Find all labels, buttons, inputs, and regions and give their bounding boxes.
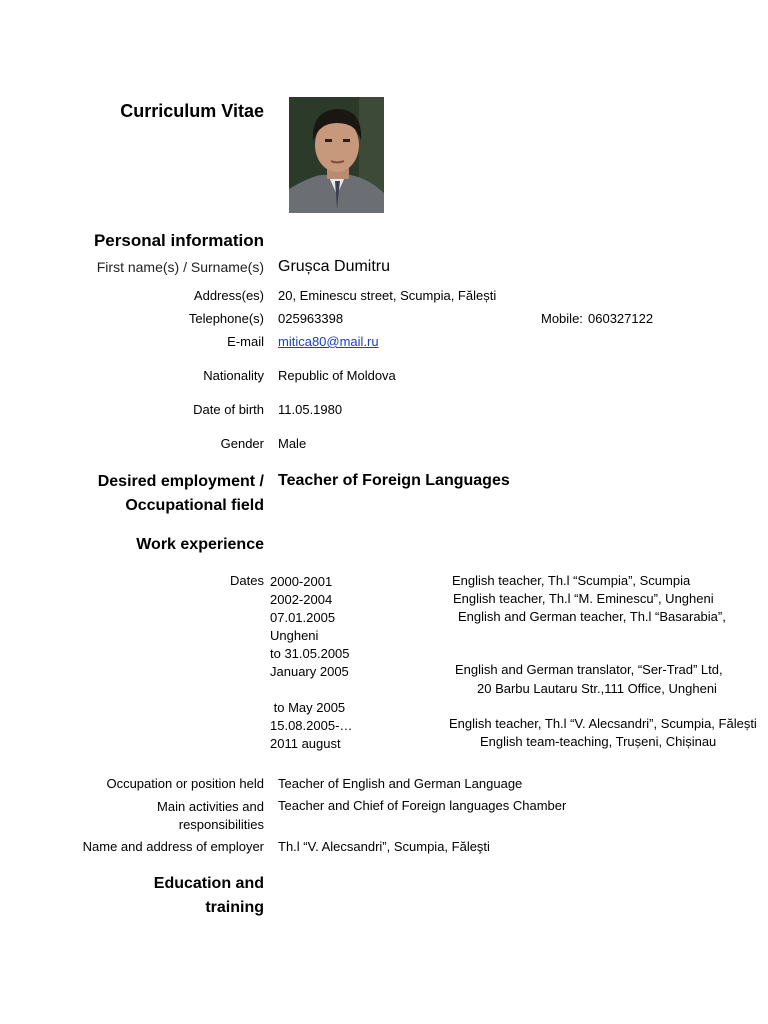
job-item: English team-teaching, Trușeni, Chișinau bbox=[480, 734, 717, 749]
name-value: Grușca Dumitru bbox=[278, 258, 391, 275]
email-label: E-mail bbox=[227, 334, 264, 349]
education-heading-line1: Education and bbox=[153, 875, 264, 892]
dates-list bbox=[270, 573, 352, 753]
telephone-value: 025963398 bbox=[278, 311, 344, 326]
activities-label-line2: responsibilities bbox=[178, 817, 264, 832]
date-item: 2011 august bbox=[270, 736, 341, 751]
gender-label: Gender bbox=[220, 436, 264, 451]
telephone-label: Telephone(s) bbox=[188, 311, 264, 326]
job-item: English and German teacher, Th.l “Basarabia”, bbox=[458, 609, 726, 624]
activities-value: Teacher and Chief of Foreign languages Chamber bbox=[278, 798, 567, 813]
mobile-value: 060327122 bbox=[588, 311, 654, 326]
nationality-label: Nationality bbox=[203, 368, 264, 383]
email-link[interactable]: mitica80@mail.ru bbox=[278, 334, 379, 349]
nationality-value: Republic of Moldova bbox=[278, 368, 396, 383]
page-title: Curriculum Vitae bbox=[120, 101, 264, 121]
address-label: Address(es) bbox=[193, 288, 264, 303]
dates-label: Dates bbox=[230, 573, 264, 588]
date-item bbox=[270, 681, 352, 699]
activities-label-line1: Main activities and bbox=[157, 799, 264, 814]
occupation-label: Occupation or position held bbox=[106, 776, 264, 791]
address-value: 20, Eminescu street, Scumpia, Fălești bbox=[278, 288, 497, 303]
personal-info-heading: Personal information bbox=[93, 231, 264, 250]
date-item: 15.08.2005-… bbox=[270, 718, 353, 733]
work-experience-heading: Work experience bbox=[136, 536, 264, 553]
desired-heading-line2: Occupational field bbox=[125, 497, 264, 514]
job-item: English teacher, Th.l “V. Alecsandri”, Scumpia, Fălești bbox=[449, 716, 757, 731]
gender-value: Male bbox=[278, 436, 307, 451]
education-heading-line2: training bbox=[205, 899, 264, 916]
education-heading bbox=[154, 872, 264, 920]
portrait-image bbox=[289, 97, 384, 213]
date-item: 2000-2001 bbox=[270, 574, 333, 589]
mobile-label: Mobile: bbox=[541, 311, 583, 326]
dob-value: 11.05.1980 bbox=[278, 402, 343, 417]
occupation-value: Teacher of English and German Language bbox=[278, 776, 523, 791]
desired-employment-heading bbox=[98, 470, 264, 518]
desired-heading-line1: Desired employment / bbox=[97, 473, 264, 490]
job-item: 20 Barbu Lautaru Str.,111 Office, Ungheni bbox=[477, 681, 717, 696]
job-item: English and German translator, “Ser-Trad” Ltd, bbox=[455, 662, 723, 677]
profile-photo bbox=[289, 97, 384, 213]
date-item: to 31.05.2005 bbox=[270, 646, 350, 661]
desired-employment-value: Teacher of Foreign Languages bbox=[278, 472, 510, 489]
employer-label: Name and address of employer bbox=[82, 839, 264, 854]
date-item: 07.01.2005 bbox=[270, 610, 336, 625]
employer-value: Th.l “V. Alecsandri”, Scumpia, Făleşti bbox=[278, 839, 490, 854]
name-label: First name(s) / Surname(s) bbox=[96, 259, 264, 275]
job-item: English teacher, Th.l “Scumpia”, Scumpia bbox=[452, 573, 691, 588]
date-item: January 2005 bbox=[270, 664, 349, 679]
date-item: to May 2005 bbox=[270, 700, 346, 715]
job-item: English teacher, Th.l “M. Eminescu”, Ungheni bbox=[453, 591, 714, 606]
date-item: Ungheni bbox=[270, 628, 319, 643]
activities-label bbox=[157, 798, 264, 834]
date-item: 2002-2004 bbox=[270, 592, 333, 607]
dob-label: Date of birth bbox=[193, 402, 264, 417]
